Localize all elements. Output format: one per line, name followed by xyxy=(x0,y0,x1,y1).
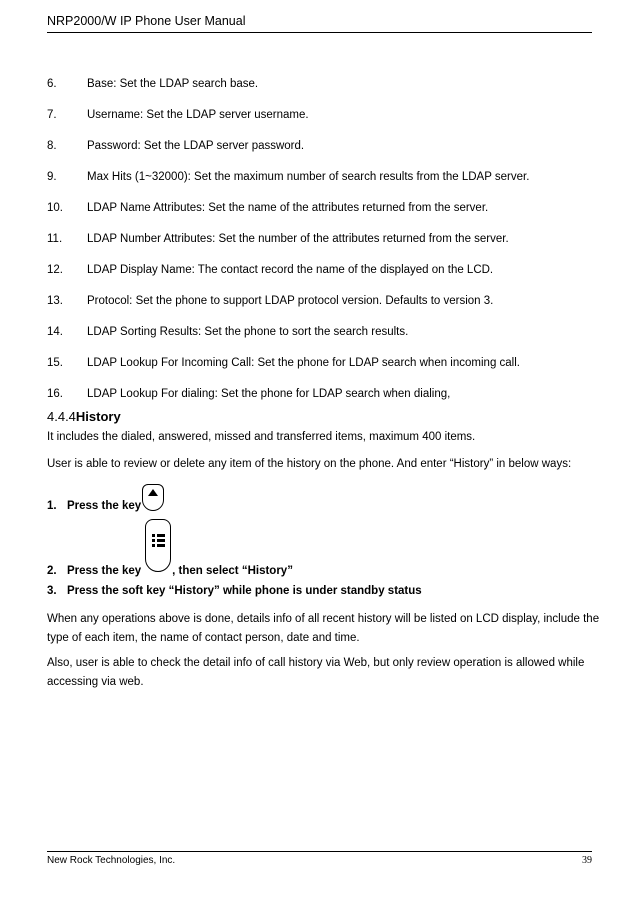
item-text: LDAP Display Name: The contact record the name of the displayed on the LCD. xyxy=(87,264,494,276)
item-text: Password: Set the LDAP server password. xyxy=(87,140,305,152)
item-number: 15. xyxy=(47,357,63,369)
details-paragraph: When any operations above is done, details info of all recent history will be listed on LCD display, include the type of each item, the name of contact person, date and time. xyxy=(47,613,600,644)
item-text: Max Hits (1~32000): Set the maximum number of search results from the LDAP server. xyxy=(87,171,530,183)
step-number: 3. xyxy=(47,585,57,597)
item-number: 7. xyxy=(47,109,57,121)
step-1 xyxy=(47,500,141,512)
step-number: 2. xyxy=(47,565,57,577)
page-footer xyxy=(47,851,592,866)
review-paragraph: User is able to review or delete any item of the history on the phone. And enter “History” in below ways: xyxy=(47,458,572,470)
step-text: Press the key xyxy=(67,500,142,512)
step-2 xyxy=(47,565,293,577)
list-item xyxy=(47,388,607,419)
item-number: 9. xyxy=(47,171,57,183)
list-item xyxy=(47,357,607,388)
item-text: LDAP Lookup For dialing: Set the phone for LDAP search when dialing, xyxy=(87,388,451,400)
item-number: 8. xyxy=(47,140,57,152)
item-text: Protocol: Set the phone to support LDAP protocol version. Defaults to version 3. xyxy=(87,295,494,307)
list-item xyxy=(47,78,607,109)
item-text: Base: Set the LDAP search base. xyxy=(87,78,259,90)
menu-key-icon xyxy=(145,519,171,572)
item-number: 10. xyxy=(47,202,63,214)
step-text: Press the soft key “History” while phone is under standby status xyxy=(67,585,422,597)
item-number: 12. xyxy=(47,264,63,276)
item-text: LDAP Lookup For Incoming Call: Set the phone for LDAP search when incoming call. xyxy=(87,357,520,369)
list-item xyxy=(47,264,607,295)
list-item xyxy=(47,202,607,233)
web-paragraph: Also, user is able to check the detail info of call history via Web, but only review operation is allowed while accessing via web. xyxy=(47,657,585,688)
step-suffix: , then select “History” xyxy=(172,565,293,577)
section-title: History xyxy=(75,409,121,424)
item-text: LDAP Name Attributes: Set the name of the attributes returned from the server. xyxy=(87,202,489,214)
page-header xyxy=(47,13,592,33)
section-number: 4.4.4 xyxy=(47,409,76,424)
step-number: 1. xyxy=(47,500,57,512)
list-item xyxy=(47,140,607,171)
item-text: LDAP Number Attributes: Set the number of the attributes returned from the server. xyxy=(87,233,509,245)
intro-paragraph: It includes the dialed, answered, missed and transferred items, maximum 400 items. xyxy=(47,431,476,443)
item-text: Username: Set the LDAP server username. xyxy=(87,109,309,121)
item-number: 16. xyxy=(47,388,63,400)
item-number: 6. xyxy=(47,78,57,90)
list-item xyxy=(47,233,607,264)
list-menu-icon xyxy=(152,534,164,549)
manual-title: NRP2000/W IP Phone User Manual xyxy=(47,14,246,28)
list-item xyxy=(47,326,607,357)
step-text: Press the key xyxy=(67,565,142,577)
section-heading xyxy=(47,409,121,424)
up-arrow-icon xyxy=(148,489,158,496)
up-arrow-key-icon xyxy=(142,484,164,511)
step-3 xyxy=(47,585,422,597)
company-name: New Rock Technologies, Inc. xyxy=(47,855,176,866)
ldap-settings-list xyxy=(47,78,607,419)
list-item xyxy=(47,295,607,326)
item-text: LDAP Sorting Results: Set the phone to sort the search results. xyxy=(87,326,409,338)
item-number: 11. xyxy=(47,233,63,245)
list-item xyxy=(47,171,607,202)
item-number: 14. xyxy=(47,326,63,338)
list-item xyxy=(47,109,607,140)
page-number: 39 xyxy=(582,855,592,866)
item-number: 13. xyxy=(47,295,63,307)
